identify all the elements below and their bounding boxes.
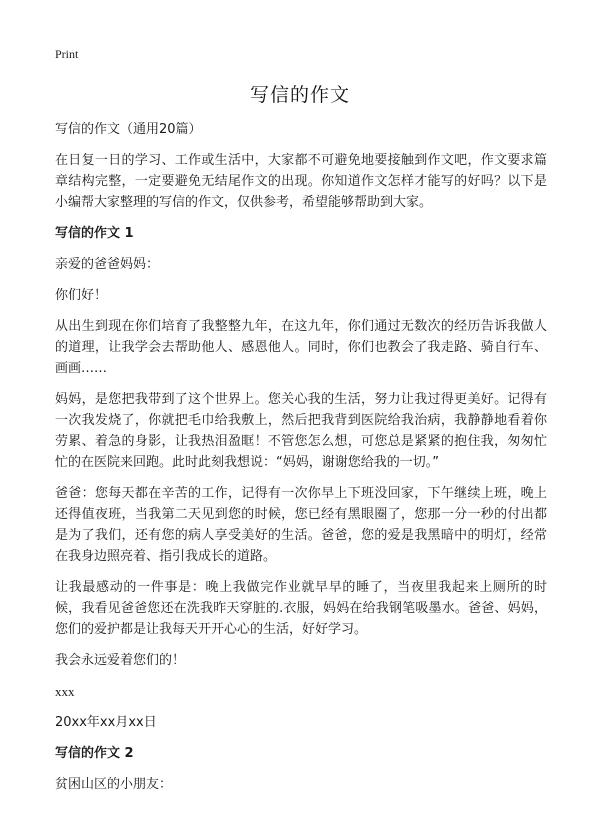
- article-body: [55, 119, 547, 805]
- body-paragraph: 爸爸：您每天都在辛苦的工作，记得有一次你早上下班没回家，下午继续上班，晚上还得值夜班，当我第二天见到您的时候，您已经有黑眼圈了，您那一分一秒的付出都是为了我们，还有您的病人享受美好的生活。爸爸，您的爱是我黑暗中的明灯，经常在我身边照亮着、指引我成长的道路。: [55, 486, 547, 564]
- salutation: 贫困山区的小朋友：: [55, 777, 173, 792]
- intro-paragraph: 在日复一日的学习、工作或生活中，大家都不可避免地要接触到作文吧，作文要求篇章结构完整，一定要避免无结尾作文的出现。你知道作文怎样才能写的好吗？以下是小编帮大家整理的写信的作文，仅供参考，希望能够帮助到大家。: [55, 153, 547, 210]
- greeting: 你们好！: [55, 288, 108, 303]
- section-heading: 写信的作文 2: [55, 746, 134, 761]
- print-link[interactable]: Print: [55, 47, 79, 61]
- body-paragraph: 让我最感动的一件事是：晚上我做完作业就早早的睡了，当夜里我起来上厕所的时候，我看见爸爸您还在洗我昨天穿脏的.衣服，妈妈在给我钢笔吸墨水。爸爸、妈妈，您们的爱护都是让我每天开开心心的生活，好好学习。: [55, 580, 547, 637]
- section-heading: 写信的作文 1: [55, 226, 134, 241]
- article-subtitle: 写信的作文（通用20篇）: [55, 122, 202, 137]
- salutation: 亲爱的爸爸妈妈：: [55, 257, 160, 272]
- body-paragraph: 从出生到现在你们培育了我整整九年，在这九年，你们通过无数次的经历告诉我做人的道理，让我学会去帮助他人、感恩他人。同时，你们也教会了我走路、骑自行车、画画……: [55, 319, 547, 376]
- body-paragraph: 妈妈，是您把我带到了这个世界上。您关心我的生活，努力让我过得更美好。记得有一次我发烧了，你就把毛巾给我敷上，然后把我背到医院给我治病，我静静地看着你劳累、着急的身影，让我热泪盈眶！不管您怎么想，可您总是紧紧的抱住我，匆匆忙忙的在医院来回跑。此时此刻我想说：“妈妈，谢谢您给我的一切。”: [55, 392, 547, 470]
- signature: xxx: [55, 684, 75, 699]
- page-title: 写信的作文: [249, 84, 350, 106]
- letter-date: 20xx年xx月xx日: [55, 715, 157, 730]
- closing-line: 我会永远爱着您们的！: [55, 653, 186, 668]
